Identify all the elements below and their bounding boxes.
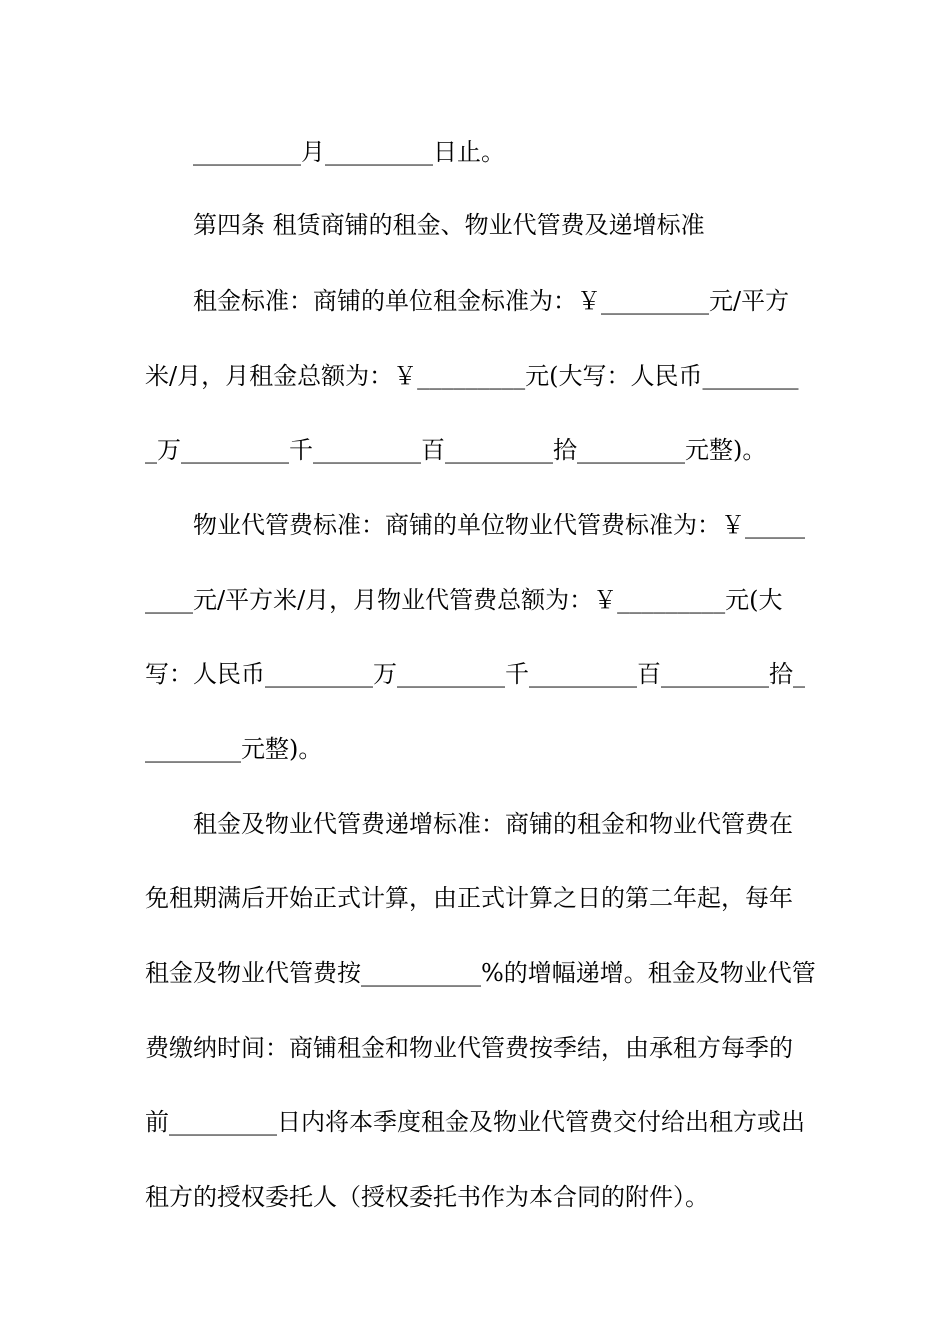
article-four-heading: 第四条 租赁商铺的租金、物业代管费及递增标准 bbox=[193, 211, 705, 239]
property-fee-line-1: 物业代管费标准：商铺的单位物业代管费标准为：￥_____ bbox=[193, 511, 805, 539]
increase-standard-line-2: 免租期满后开始正式计算，由正式计算之日的第二年起，每年 bbox=[145, 884, 793, 912]
rent-standard-line-3: _万_________千_________百_________拾_________元整)。 bbox=[145, 436, 767, 464]
rent-standard-line-1: 租金标准：商铺的单位租金标准为：￥_________元/平方 bbox=[193, 287, 790, 315]
payment-time-line-3: 租方的授权委托人（授权委托书作为本合同的附件）。 bbox=[145, 1183, 709, 1211]
rent-standard-line-2: 米/月，月租金总额为：￥_________元(大写：人民币________ bbox=[145, 362, 799, 390]
payment-time-line-1: 费缴纳时间：商铺租金和物业代管费按季结，由承租方每季的 bbox=[145, 1034, 793, 1062]
property-fee-line-2: ____元/平方米/月，月物业代管费总额为：￥_________元(大 bbox=[145, 586, 783, 614]
property-fee-line-4: ________元整)。 bbox=[145, 735, 323, 763]
payment-time-line-2: 前_________日内将本季度租金及物业代管费交付给出租方或出 bbox=[145, 1108, 805, 1136]
date-end-line: _________月_________日止。 bbox=[193, 138, 505, 166]
property-fee-line-3: 写：人民币_________万_________千_________百_________拾_ bbox=[145, 660, 805, 688]
increase-standard-line-1: 租金及物业代管费递增标准：商铺的租金和物业代管费在 bbox=[193, 810, 793, 838]
increase-standard-line-3: 租金及物业代管费按__________%的增幅递增。租金及物业代管 bbox=[145, 959, 816, 987]
